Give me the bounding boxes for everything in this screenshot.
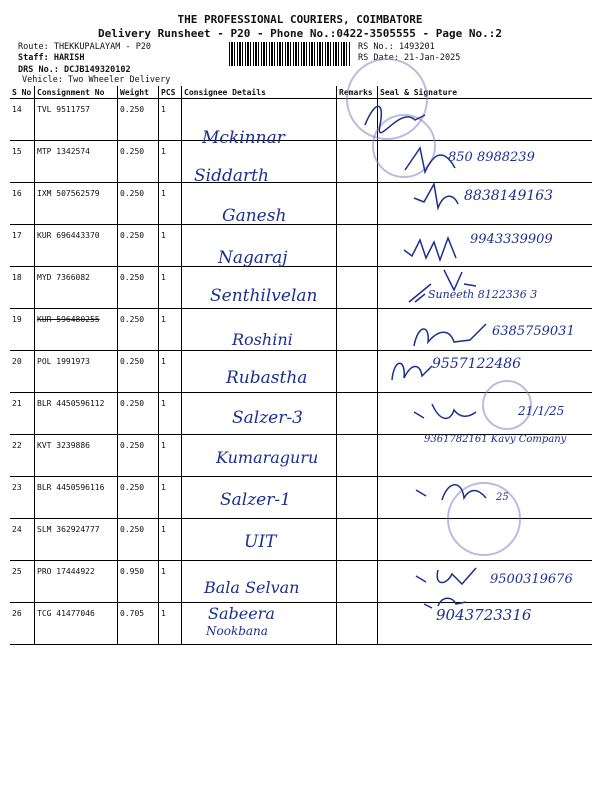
signature-scribble bbox=[412, 476, 492, 508]
handwritten-consignee: Rubastha bbox=[226, 368, 308, 388]
handwritten-note: Nookbana bbox=[206, 624, 268, 638]
consignment-cell: PRO 17444922 bbox=[35, 561, 118, 603]
sno-cell: 19 bbox=[10, 309, 35, 351]
consignment-cell: KVT 3239886 bbox=[35, 435, 118, 477]
sno-cell: 14 bbox=[10, 99, 35, 141]
column-header: Remarks bbox=[337, 86, 378, 99]
consignment-cell: TCG 41477046 bbox=[35, 603, 118, 645]
sno-cell: 18 bbox=[10, 267, 35, 309]
remarks-cell bbox=[337, 519, 378, 561]
rs-date: RS Date: 21-Jan-2025 bbox=[358, 53, 461, 63]
handwritten-contact: 9043723316 bbox=[436, 606, 532, 624]
column-header: Consignee Details bbox=[182, 86, 337, 99]
sno-cell: 26 bbox=[10, 603, 35, 645]
handwritten-contact: Suneeth 8122336 3 bbox=[428, 288, 538, 301]
weight-cell: 0.250 bbox=[118, 351, 159, 393]
weight-cell: 0.250 bbox=[118, 435, 159, 477]
handwritten-contact: 9361782161 Kavy Company bbox=[424, 434, 567, 445]
consignment-cell: IXM 507562579 bbox=[35, 183, 118, 225]
pcs-cell: 1 bbox=[159, 351, 182, 393]
pcs-cell: 1 bbox=[159, 603, 182, 645]
consignment-cell: TVL 9511757 bbox=[35, 99, 118, 141]
document-title: THE PROFESSIONAL COURIERS, COIMBATORE bbox=[177, 13, 423, 26]
pcs-cell: 1 bbox=[159, 435, 182, 477]
pcs-cell: 1 bbox=[159, 99, 182, 141]
pcs-cell: 1 bbox=[159, 393, 182, 435]
sno-cell: 24 bbox=[10, 519, 35, 561]
handwritten-consignee: Kumaraguru bbox=[216, 448, 319, 467]
handwritten-consignee: Mckinnar bbox=[202, 128, 285, 148]
signature-scribble bbox=[388, 352, 436, 384]
pcs-cell: 1 bbox=[159, 477, 182, 519]
weight-cell: 0.250 bbox=[118, 393, 159, 435]
consignment-cell: KUR 596480255 bbox=[35, 309, 118, 351]
pcs-cell: 1 bbox=[159, 519, 182, 561]
handwritten-contact: 850 8988239 bbox=[448, 150, 535, 165]
handwritten-contact: 9500319676 bbox=[490, 572, 573, 587]
column-header: S No bbox=[10, 86, 35, 99]
barcode bbox=[229, 42, 351, 66]
consignment-cell: BLR 4450596116 bbox=[35, 477, 118, 519]
remarks-cell bbox=[337, 477, 378, 519]
signature-scribble bbox=[360, 95, 430, 135]
sno-cell: 25 bbox=[10, 561, 35, 603]
remarks-cell bbox=[337, 603, 378, 645]
handwritten-consignee: Bala Selvan bbox=[204, 578, 300, 597]
sno-cell: 16 bbox=[10, 183, 35, 225]
remarks-cell bbox=[337, 183, 378, 225]
sno-cell: 21 bbox=[10, 393, 35, 435]
weight-cell: 0.250 bbox=[118, 183, 159, 225]
column-header: Weight bbox=[118, 86, 159, 99]
consignment-cell: KUR 696443370 bbox=[35, 225, 118, 267]
column-header: Consignment No bbox=[35, 86, 118, 99]
handwritten-contact: 6385759031 bbox=[492, 324, 575, 339]
handwritten-consignee: UIT bbox=[244, 532, 277, 552]
rs-number: RS No.: 1493201 bbox=[358, 42, 435, 52]
weight-cell: 0.250 bbox=[118, 519, 159, 561]
handwritten-consignee: Ganesh bbox=[222, 206, 287, 226]
sno-cell: 17 bbox=[10, 225, 35, 267]
pcs-cell: 1 bbox=[159, 267, 182, 309]
remarks-cell bbox=[337, 267, 378, 309]
signature-scribble bbox=[410, 178, 462, 212]
pcs-cell: 1 bbox=[159, 183, 182, 225]
signature-scribble bbox=[412, 562, 482, 590]
remarks-cell bbox=[337, 393, 378, 435]
weight-cell: 0.250 bbox=[118, 477, 159, 519]
staff-label: Staff: HARISH bbox=[18, 53, 85, 63]
handwritten-consignee: Siddarth bbox=[194, 166, 269, 186]
sno-cell: 23 bbox=[10, 477, 35, 519]
handwritten-consignee: Sabeera bbox=[208, 604, 275, 623]
handwritten-consignee: Roshini bbox=[232, 330, 293, 349]
pcs-cell: 1 bbox=[159, 309, 182, 351]
handwritten-contact: 21/1/25 bbox=[518, 404, 565, 418]
weight-cell: 0.950 bbox=[118, 561, 159, 603]
signature-scribble bbox=[400, 232, 472, 266]
handwritten-consignee: Salzer-1 bbox=[220, 490, 291, 510]
column-header: Seal & Signature bbox=[378, 86, 593, 99]
handwritten-consignee: Nagaraj bbox=[218, 248, 288, 268]
table-row bbox=[10, 99, 592, 141]
table-header-row bbox=[10, 86, 592, 99]
signature-scribble bbox=[410, 396, 480, 426]
weight-cell: 0.250 bbox=[118, 309, 159, 351]
document-subtitle: Delivery Runsheet - P20 - Phone No.:0422-3505555 - Page No.:2 bbox=[98, 27, 502, 40]
pcs-cell: 1 bbox=[159, 561, 182, 603]
pcs-cell: 1 bbox=[159, 141, 182, 183]
pcs-cell: 1 bbox=[159, 225, 182, 267]
remarks-cell bbox=[337, 225, 378, 267]
handwritten-contact: 8838149163 bbox=[464, 188, 554, 204]
remarks-cell bbox=[337, 351, 378, 393]
consignment-cell: SLM 362924777 bbox=[35, 519, 118, 561]
weight-cell: 0.250 bbox=[118, 267, 159, 309]
column-header: PCS bbox=[159, 86, 182, 99]
handwritten-contact: 9557122486 bbox=[432, 356, 522, 372]
sno-cell: 20 bbox=[10, 351, 35, 393]
consignment-cell: POL 1991973 bbox=[35, 351, 118, 393]
weight-cell: 0.250 bbox=[118, 141, 159, 183]
weight-cell: 0.250 bbox=[118, 99, 159, 141]
sno-cell: 22 bbox=[10, 435, 35, 477]
consignment-cell: MTP 1342574 bbox=[35, 141, 118, 183]
remarks-cell bbox=[337, 435, 378, 477]
consignment-cell: BLR 4450596112 bbox=[35, 393, 118, 435]
handwritten-contact: 9943339909 bbox=[470, 232, 553, 247]
remarks-cell bbox=[337, 309, 378, 351]
consignment-cell: MYD 7366082 bbox=[35, 267, 118, 309]
handwritten-consignee: Senthilvelan bbox=[210, 286, 318, 306]
vehicle-label: Vehicle: Two Wheeler Delivery bbox=[22, 75, 171, 85]
handwritten-consignee: Salzer-3 bbox=[232, 408, 303, 428]
drs-label: DRS No.: DCJB149320102 bbox=[18, 65, 131, 75]
handwritten-contact: 25 bbox=[496, 492, 509, 503]
weight-cell: 0.250 bbox=[118, 225, 159, 267]
sno-cell: 15 bbox=[10, 141, 35, 183]
signature-scribble bbox=[410, 320, 490, 352]
weight-cell: 0.705 bbox=[118, 603, 159, 645]
route-label: Route: THEKKUPALAYAM - P20 bbox=[18, 42, 152, 52]
remarks-cell bbox=[337, 561, 378, 603]
